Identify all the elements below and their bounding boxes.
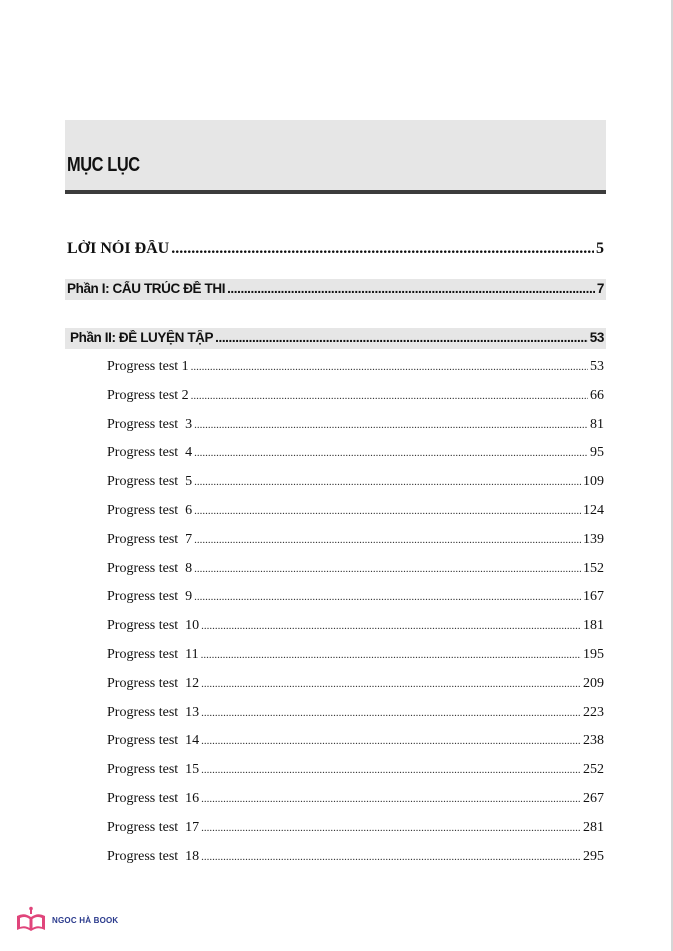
toc-entry-test[interactable] xyxy=(107,818,604,847)
dot-leader xyxy=(191,357,588,377)
toc-entry-label: Progress test 12 xyxy=(107,675,200,691)
toc-entry-test[interactable] xyxy=(107,472,604,501)
toc-entry-label: Progress test 1 xyxy=(107,359,189,374)
toc-entry-test[interactable] xyxy=(107,386,604,415)
toc-entry-page: 238 xyxy=(583,733,604,749)
toc-entry-page: 5 xyxy=(596,240,604,257)
toc-entry-page: 7 xyxy=(596,281,604,296)
dot-leader xyxy=(201,789,581,809)
toc-entry-page: 53 xyxy=(589,330,604,345)
toc-entry-test[interactable] xyxy=(107,703,604,732)
toc-entry-label: Progress test 13 xyxy=(107,704,200,720)
toc-entry-page: 139 xyxy=(583,531,604,547)
toc-entry-label: Progress test 15 xyxy=(107,762,200,778)
toc-entry-page: 223 xyxy=(583,704,604,720)
toc-entry-page: 152 xyxy=(583,560,604,576)
dot-leader xyxy=(201,645,581,665)
dot-leader xyxy=(194,472,581,492)
toc-entry-test[interactable] xyxy=(107,760,604,789)
dot-leader xyxy=(194,415,588,435)
toc-entry-page: 209 xyxy=(583,675,604,691)
dot-leader xyxy=(171,240,594,258)
toc-entry-label: Progress test 6 xyxy=(107,502,193,518)
toc-entry-test[interactable] xyxy=(107,847,604,876)
toc-entry-label: Progress test 7 xyxy=(107,531,193,547)
toc-entry-test[interactable] xyxy=(107,443,604,472)
toc-entry-page: 109 xyxy=(583,474,604,490)
toc-entry-test[interactable] xyxy=(107,587,604,616)
toc-entry-test[interactable] xyxy=(107,415,604,444)
dot-leader xyxy=(201,760,581,780)
toc-entry-label: Progress test 3 xyxy=(107,416,193,432)
toc-entry-test[interactable] xyxy=(107,731,604,760)
toc-entry-test[interactable] xyxy=(107,530,604,559)
toc-entry-test[interactable] xyxy=(107,616,604,645)
toc-entry-page: 95 xyxy=(590,445,604,461)
dot-leader xyxy=(194,501,581,521)
dot-leader xyxy=(201,674,581,694)
title-block xyxy=(65,120,606,194)
dot-leader xyxy=(201,818,581,838)
toc-entry-page: 267 xyxy=(583,790,604,806)
toc-entry-label: Progress test 16 xyxy=(107,790,200,806)
toc-entry-test[interactable] xyxy=(107,501,604,530)
page-title: MỤC LỤC xyxy=(67,154,140,176)
toc-entry-page: 53 xyxy=(590,359,604,374)
toc-entry-page: 281 xyxy=(583,819,604,835)
dot-leader xyxy=(201,616,581,636)
toc-entry-label: Progress test 2 xyxy=(107,387,189,403)
progress-test-list xyxy=(107,357,604,875)
toc-entry-page: 66 xyxy=(590,387,604,403)
publisher-name: NGOC HÀ BOOK xyxy=(52,915,119,925)
toc-entry-label: Progress test 18 xyxy=(107,848,200,864)
toc-entry-test[interactable] xyxy=(107,559,604,588)
toc-entry-label: LỜI NÓI ĐẦU xyxy=(67,240,170,257)
toc-entry-label: Progress test 4 xyxy=(107,445,193,461)
toc-entry-page: 124 xyxy=(583,502,604,518)
toc-entry-label: Progress test 5 xyxy=(107,474,193,490)
dot-leader xyxy=(194,559,581,579)
toc-entry-page: 81 xyxy=(590,416,604,432)
dot-leader xyxy=(201,847,581,867)
toc-entry-test[interactable] xyxy=(107,674,604,703)
toc-entry-page: 167 xyxy=(583,589,604,605)
toc-entry-test[interactable] xyxy=(107,789,604,818)
toc-entry-label: Progress test 17 xyxy=(107,819,200,835)
toc-entry-part2[interactable] xyxy=(70,330,604,345)
toc-entry-label: Progress test 10 xyxy=(107,618,200,634)
toc-entry-page: 295 xyxy=(583,848,604,864)
toc-entry-page: 195 xyxy=(583,646,604,662)
toc-entry-test[interactable] xyxy=(107,357,604,386)
toc-entry-label: Progress test 14 xyxy=(107,733,200,749)
toc-entry-label: Phần II: ĐỀ LUYỆN TẬP xyxy=(70,330,214,345)
dot-leader xyxy=(201,703,581,723)
dot-leader xyxy=(194,587,581,607)
dot-leader xyxy=(201,731,581,751)
toc-entry-part1[interactable] xyxy=(67,281,604,296)
publisher-logo xyxy=(14,906,118,934)
toc-entry-label: Phần I: CẤU TRÚC ĐỀ THI xyxy=(67,281,226,296)
dot-leader xyxy=(191,386,588,406)
toc-entry-test[interactable] xyxy=(107,645,604,674)
dot-leader xyxy=(215,330,588,345)
dot-leader xyxy=(227,281,595,296)
toc-entry-label: Progress test 11 xyxy=(107,646,199,662)
dot-leader xyxy=(194,443,588,463)
toc-entry-label: Progress test 9 xyxy=(107,589,193,605)
toc-entry-page: 252 xyxy=(583,762,604,778)
dot-leader xyxy=(194,530,581,550)
open-book-icon xyxy=(14,906,48,934)
toc-entry-label: Progress test 8 xyxy=(107,560,193,576)
toc-entry-page: 181 xyxy=(583,618,604,634)
toc-entry-preface[interactable] xyxy=(67,240,604,258)
